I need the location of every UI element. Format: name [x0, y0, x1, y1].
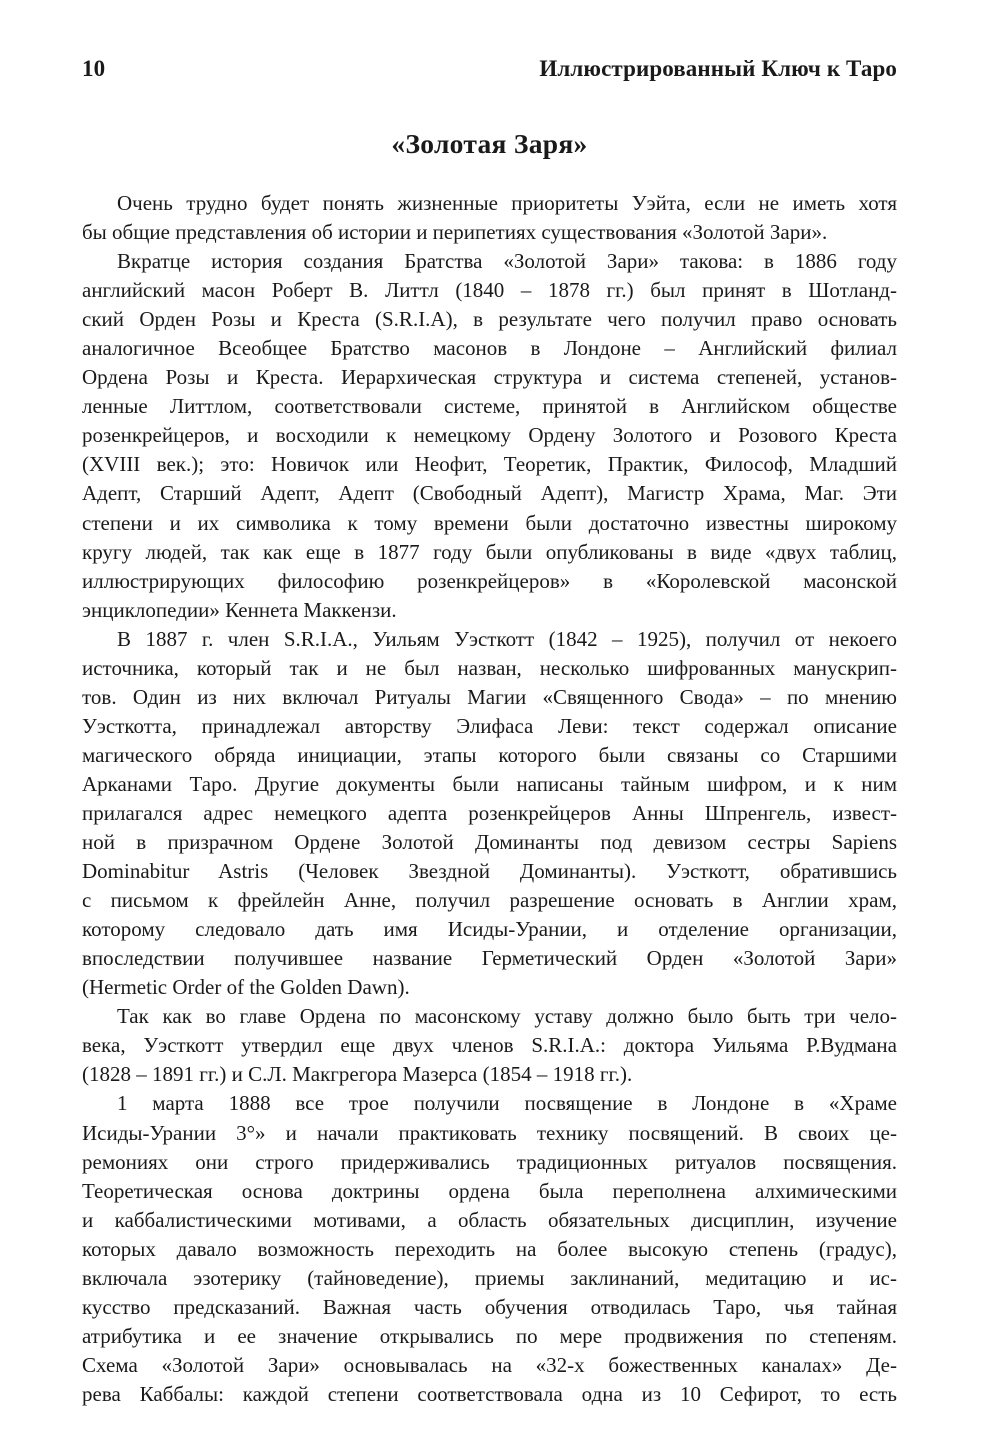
text-line: магического обряда инициации, этапы которого были связаны со Старшими: [82, 742, 897, 767]
text-line: ремониях они строго придерживались традиционных ритуалов посвящения.: [82, 1149, 897, 1174]
text-line: Арканами Таро. Другие документы были написаны тайным шифром, и к ним: [82, 771, 897, 796]
text-line: Ордена Розы и Креста. Иерархическая структура и система степеней, установ-: [82, 365, 897, 390]
paragraph: [82, 247, 897, 625]
text-line: Так как во главе Ордена по масонскому уставу должно было быть три чело-: [117, 1004, 897, 1029]
text-line: атрибутика и ее значение открывались по мере продвижения по степеням.: [82, 1323, 897, 1348]
text-line: которому следовало дать имя Исиды-Урании, и отделение организации,: [82, 917, 897, 942]
running-header: [82, 56, 897, 96]
text-line: ский Орден Розы и Креста (S.R.I.A), в результате чего получил право основать: [82, 307, 897, 332]
text-line: тов. Один из них включал Ритуалы Магии «Священного Свода» – по мнению: [82, 684, 897, 709]
text-line: кусство предсказаний. Важная часть обучения отводилась Таро, чья тайная: [82, 1294, 897, 1319]
text-line: (Hermetic Order of the Golden Dawn).: [82, 975, 410, 1000]
text-line: Исиды-Урании 3°» и начали практиковать технику посвящений. В своих це-: [82, 1120, 897, 1145]
text-line: источника, который так и не был назван, несколько шифрованных манускрип-: [82, 655, 897, 680]
paragraph: [82, 1002, 897, 1089]
text-line: английский масон Роберт В. Литтл (1840 – 1878 гг.) был принят в Шотланд-: [82, 278, 897, 303]
chapter-title: «Золотая Заря»: [391, 128, 588, 159]
book-title: Иллюстрированный Ключ к Таро: [539, 56, 897, 81]
text-line: ной в призрачном Ордене Золотой Доминанты под девизом сестры Sapiens: [82, 830, 897, 855]
text-line: Dominabitur Astris (Человек Звездной Доминанты). Уэсткотт, обратившись: [82, 859, 897, 884]
text-line: Адепт, Старший Адепт, Адепт (Свободный Адепт), Магистр Храма, Маг. Эти: [82, 481, 897, 506]
text-line: (1828 – 1891 гг.) и С.Л. Макгрегора Мазерса (1854 – 1918 гг.).: [82, 1062, 633, 1087]
text-line: Вкратце история создания Братства «Золотой Зари» такова: в 1886 году: [117, 249, 897, 274]
text-line: иллюстрирующих философию розенкрейцеров» в «Королевской масонской: [82, 568, 897, 593]
text-line: ленные Литтлом, соответствовали системе, принятой в Английском обществе: [82, 394, 897, 419]
text-line: Схема «Золотой Зари» основывалась на «32-х божественных каналах» Де-: [82, 1352, 897, 1377]
text-line: Очень трудно будет понять жизненные приоритеты Уэйта, если не иметь хотя: [117, 191, 897, 215]
paragraph: [82, 1089, 897, 1409]
body-text: [82, 189, 897, 1409]
text-line: энциклопедии» Кеннета Маккензи.: [82, 597, 397, 622]
text-line: и каббалистическими мотивами, а область обязательных дисциплин, изучение: [82, 1207, 897, 1232]
text-line: розенкрейцеров, и восходили к немецкому Ордену Золотого и Розового Креста: [82, 423, 897, 448]
text-line: прилагался адрес немецкого адепта розенкрейцеров Анны Шпренгель, извест-: [82, 800, 897, 825]
text-line: аналогичное Всеобщее Братство масонов в Лондоне – Английский филиал: [82, 336, 897, 361]
text-line: Уэсткотта, принадлежал авторству Элифаса Леви: текст содержал описание: [82, 713, 897, 738]
text-line: Теоретическая основа доктрины ордена была переполнена алхимическими: [82, 1178, 897, 1203]
text-line: бы общие представления об истории и перипетиях существования «Золотой Зари».: [82, 220, 828, 245]
text-line: 1 марта 1888 все трое получили посвящение в Лондоне в «Храме: [117, 1091, 897, 1116]
page-number: 10: [82, 56, 106, 81]
text-line: века, Уэсткотт утвердил еще двух членов S.R.I.A.: доктора Уильяма Р.Вудмана: [82, 1033, 897, 1058]
paragraph: [82, 625, 897, 1003]
text-line: В 1887 г. член S.R.I.A., Уильям Уэсткотт (1842 – 1925), получил от некоего: [117, 626, 897, 651]
text-line: которых давало возможность переходить на более высокую степень (градус),: [82, 1236, 897, 1261]
text-line: (XVIII век.); это: Новичок или Неофит, Теоретик, Практик, Философ, Младший: [82, 452, 897, 477]
text-line: впоследствии получившее название Герметический Орден «Золотой Зари»: [82, 946, 897, 971]
text-line: кругу людей, так как еще в 1877 году были опубликованы в виде «двух таблиц,: [82, 539, 897, 564]
text-line: степени и их символика к тому времени были достаточно известны широкому: [82, 510, 897, 535]
text-line: рева Каббалы: каждой степени соответствовала одна из 10 Сефирот, то есть: [82, 1381, 897, 1406]
paragraph: [82, 189, 897, 247]
text-line: включала эзотерику (тайноведение), приемы заклинаний, медитацию и ис-: [82, 1265, 897, 1290]
text-line: с письмом к фрейлейн Анне, получил разрешение основать в Англии храм,: [82, 888, 897, 913]
